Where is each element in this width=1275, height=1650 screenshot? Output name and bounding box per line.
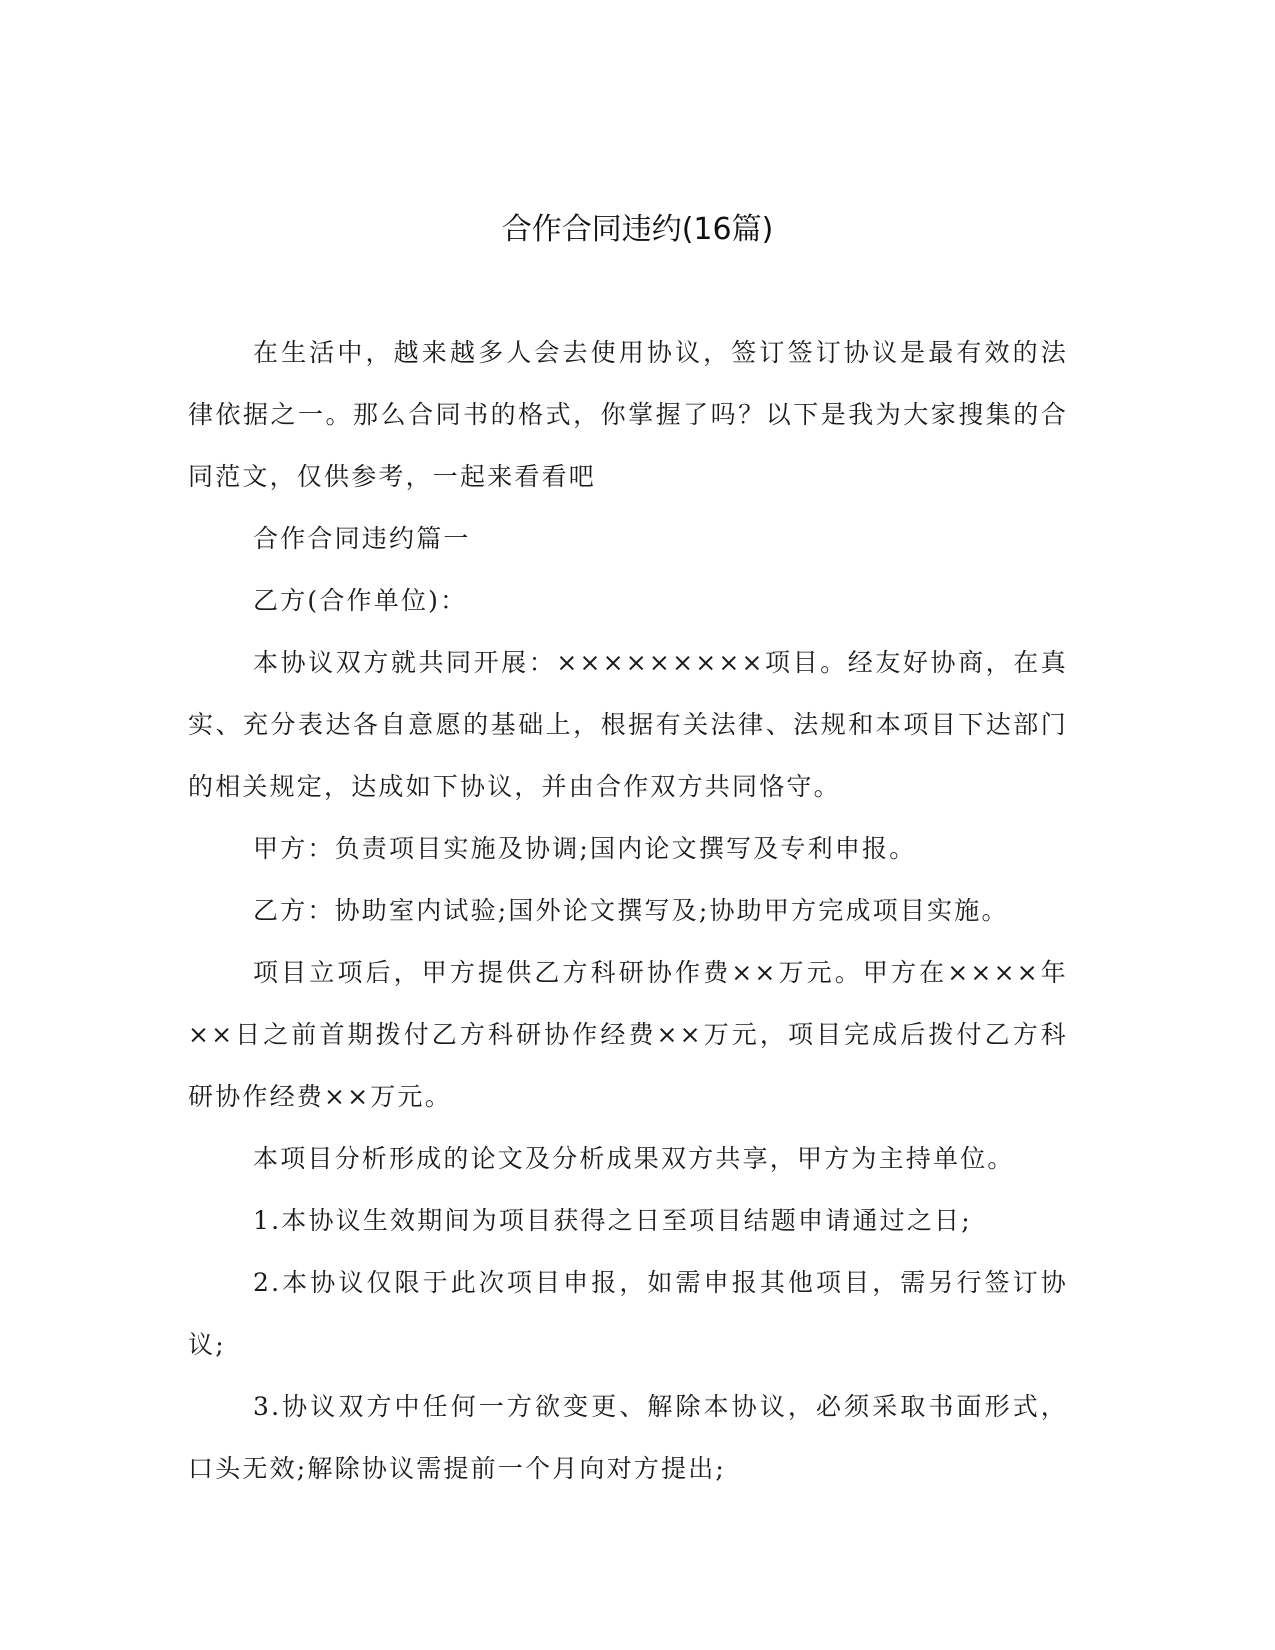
paragraph-intro: 在生活中，越来越多人会去使用协议，签订签订协议是最有效的法律依据之一。那么合同书的格式，你掌握了吗？以下是我为大家搜集的合同范文，仅供参考，一起来看看吧 (188, 338, 1068, 491)
document-title: 合作合同违约(16篇) (501, 212, 774, 247)
document-body (188, 322, 1068, 1500)
paragraph-clause-1: 1.本协议生效期间为项目获得之日至项目结题申请通过之日; (253, 1206, 972, 1235)
paragraph-agreement-purpose: 本协议双方就共同开展：×××××××××项目。经友好协商，在真实、充分表达各自意愿的基础上，根据有关法律、法规和本项目下达部门的相关规定，达成如下协议，并由合作双方共同恪守。 (188, 648, 1068, 801)
paragraph-section-heading: 合作合同违约篇一 (253, 524, 471, 553)
paragraph-clause-3: 3.协议双方中任何一方欲变更、解除本协议，必须采取书面形式，口头无效;解除协议需提前一个月向对方提出; (188, 1392, 1068, 1483)
paragraph-clause-2: 2.本协议仅限于此次项目申报，如需申报其他项目，需另行签订协议; (188, 1268, 1068, 1359)
paragraph-party-b: 乙方(合作单位)： (253, 586, 468, 615)
paragraph-party-b-duties: 乙方：协助室内试验;国外论文撰写及;协助甲方完成项目实施。 (253, 896, 1009, 925)
paragraph-party-a-duties: 甲方：负责项目实施及协调;国内论文撰写及专利申报。 (253, 834, 917, 863)
paragraph-funding: 项目立项后，甲方提供乙方科研协作费××万元。甲方在××××年××日之前首期拨付乙方科研协作经费××万元，项目完成后拨付乙方科研协作经费××万元。 (188, 958, 1068, 1111)
paragraph-results-sharing: 本项目分析形成的论文及分析成果双方共享，甲方为主持单位。 (253, 1144, 1015, 1173)
